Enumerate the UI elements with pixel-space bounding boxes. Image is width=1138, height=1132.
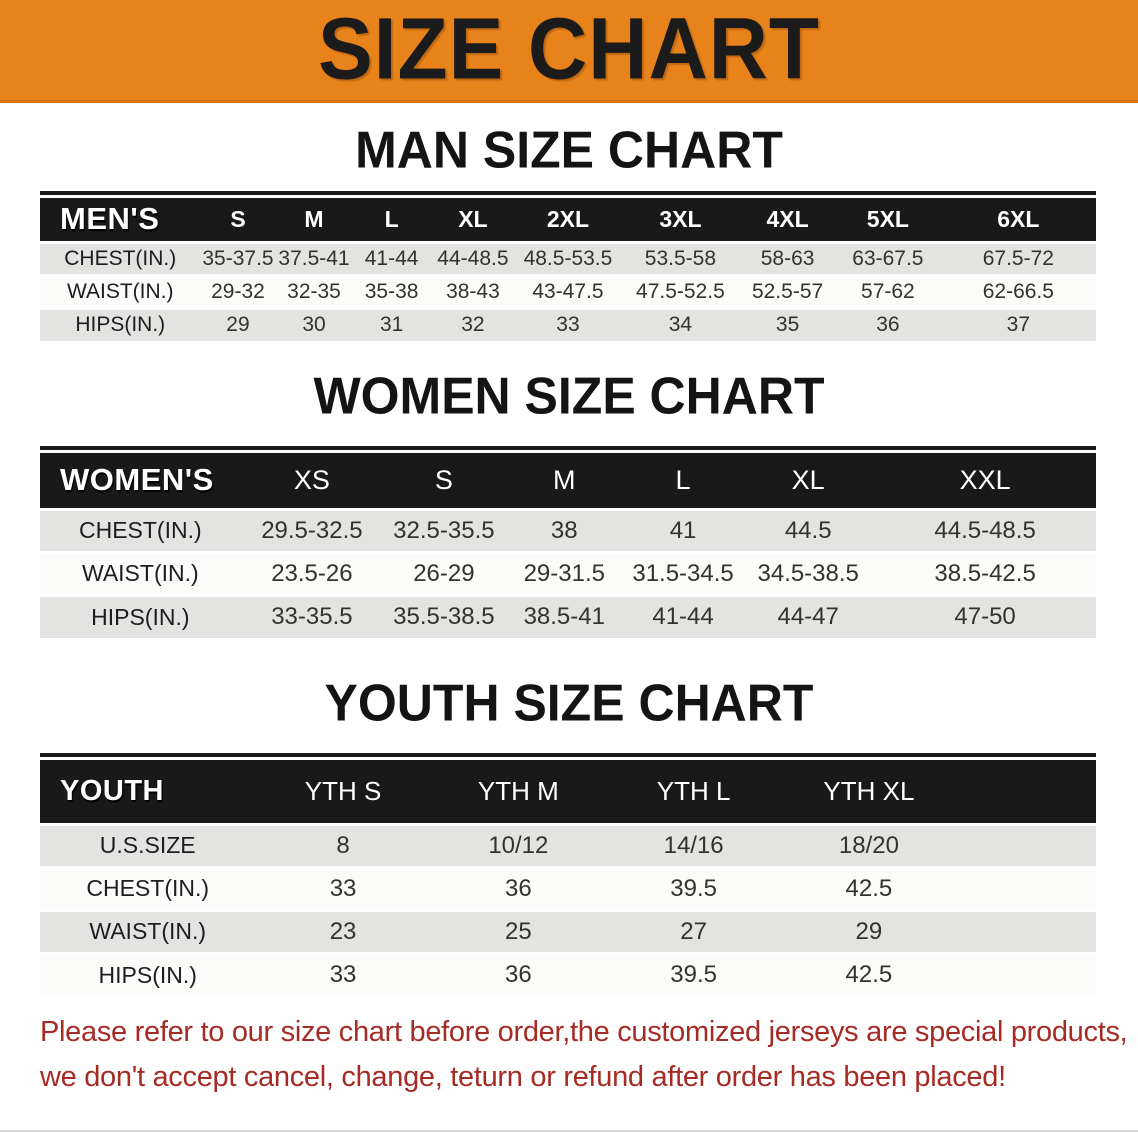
measurement-value: 35-38: [364, 279, 419, 303]
table-top-rule: [40, 753, 1096, 757]
measurement-value: 29: [226, 313, 250, 337]
measurement-value: 33: [329, 874, 357, 902]
table-header-row: [40, 453, 1096, 509]
measurement-value: 44.5-48.5: [934, 516, 1036, 544]
size-column-header: XL: [458, 205, 488, 232]
size-column-header: XXL: [959, 464, 1011, 495]
measurement-value: 36: [504, 961, 532, 989]
measurement-value: 37.5-41: [278, 246, 350, 270]
size-column-header: M: [304, 205, 324, 232]
size-column-header: 6XL: [997, 205, 1040, 232]
disclaimer-text: [40, 1010, 1138, 1100]
measurement-row-label: CHEST(IN.): [78, 517, 202, 543]
size-column-header: YTH M: [477, 775, 559, 806]
measurement-value: 29-31.5: [523, 559, 605, 587]
size-column-header: L: [675, 464, 691, 495]
size-column-header: YTH XL: [823, 775, 915, 806]
size-column-header: 4XL: [766, 205, 809, 232]
measurement-value: 33-35.5: [271, 603, 353, 631]
measurement-value: 36: [504, 874, 532, 902]
measurement-row-label: CHEST(IN.): [86, 875, 210, 901]
size-column-header: XS: [293, 464, 330, 495]
measurement-value: 8: [336, 831, 350, 859]
measurement-value: 44-48.5: [437, 246, 509, 270]
table-header-row: [40, 760, 1096, 824]
measurement-value: 42.5: [845, 961, 893, 989]
measurement-value: 43-47.5: [532, 279, 604, 303]
measurement-value: 29.5-32.5: [261, 516, 363, 544]
womens-size-table: [40, 453, 1096, 638]
filler-cell: [957, 760, 1096, 824]
measurement-row: [40, 509, 1096, 552]
measurement-value: 35.5-38.5: [393, 603, 495, 631]
measurement-value: 41-44: [364, 246, 419, 270]
women-size-chart-heading: WOMEN SIZE CHART: [313, 366, 825, 426]
measurement-row: [40, 824, 1096, 867]
measurement-value: 42.5: [845, 874, 893, 902]
table-header-row: [40, 198, 1096, 242]
size-column-header: S: [230, 205, 246, 232]
filler-cell: [957, 953, 1096, 996]
measurement-value: 53.5-58: [644, 246, 717, 270]
size-column-header: 5XL: [866, 205, 909, 232]
measurement-value: 32.5-35.5: [393, 516, 495, 544]
measurement-row-label: HIPS(IN.): [98, 961, 197, 988]
measurement-value: 34: [668, 313, 693, 337]
measurement-value: 41: [669, 516, 697, 544]
measurement-value: 41-44: [652, 603, 714, 631]
filler-cell: [957, 910, 1096, 953]
measurement-row: [40, 552, 1096, 595]
measurement-value: 14/16: [663, 831, 724, 859]
measurement-row-label: U.S.SIZE: [99, 832, 196, 858]
disclaimer-line-1: Please refer to our size chart before order,the customized jerseys are special products,: [40, 1016, 1128, 1048]
measurement-row: [40, 867, 1096, 910]
measurement-value: 38.5-41: [523, 603, 605, 631]
measurement-value: 44.5: [784, 516, 832, 544]
measurement-value: 48.5-53.5: [523, 246, 613, 270]
filler-cell: [957, 867, 1096, 910]
measurement-value: 57-62: [861, 279, 915, 303]
measurement-value: 31.5-34.5: [632, 559, 734, 587]
measurement-value: 26-29: [413, 559, 475, 587]
measurement-row-label: HIPS(IN.): [75, 313, 166, 337]
measurement-value: 32-35: [287, 279, 341, 303]
measurement-value: 10/12: [488, 831, 549, 859]
measurement-value: 38.5-42.5: [934, 559, 1036, 587]
youth-size-table-container: [40, 753, 1096, 996]
measurement-row: [40, 275, 1096, 308]
measurement-value: 18/20: [838, 831, 899, 859]
measurement-value: 25: [504, 917, 532, 945]
size-column-header: M: [553, 464, 576, 495]
measurement-value: 39.5: [670, 874, 717, 902]
size-column-header: S: [434, 464, 453, 495]
measurement-row-label: WAIST(IN.): [81, 560, 199, 586]
measurement-row: [40, 953, 1096, 996]
youth-size-table: [40, 760, 1096, 996]
measurement-value: 35-37.5: [202, 246, 274, 270]
measurement-value: 23.5-26: [271, 559, 353, 587]
measurement-value: 47.5-52.5: [636, 279, 725, 303]
size-chart-banner: [0, 0, 1138, 103]
measurement-row: [40, 308, 1096, 341]
measurement-row: [40, 910, 1096, 953]
measurement-row-label: WAIST(IN.): [89, 918, 207, 944]
measurement-row-label: CHEST(IN.): [64, 246, 177, 270]
measurement-value: 29: [855, 917, 883, 945]
measurement-value: 32: [461, 313, 485, 337]
womens-size-table-container: [40, 446, 1096, 638]
measurement-row: [40, 242, 1096, 275]
table-corner-label: YOUTH: [60, 774, 164, 807]
measurement-value: 27: [680, 917, 707, 945]
measurement-value: 62-66.5: [982, 279, 1054, 303]
measurement-value: 33: [329, 961, 357, 989]
size-column-header: 3XL: [659, 205, 702, 232]
measurement-value: 39.5: [670, 961, 717, 989]
table-corner-label: MEN'S: [60, 201, 160, 237]
measurement-value: 30: [302, 313, 326, 337]
measurement-value: 23: [329, 917, 357, 945]
measurement-value: 33: [556, 313, 580, 337]
mens-size-table-container: [40, 191, 1096, 341]
size-column-header: YTH L: [656, 775, 731, 806]
measurement-row: [40, 595, 1096, 638]
table-corner-label: WOMEN'S: [60, 462, 214, 498]
measurement-value: 29-32: [211, 279, 265, 303]
measurement-value: 38-43: [446, 279, 500, 303]
disclaimer-line-2: we don't accept cancel, change, teturn or refund after order has been placed!: [40, 1061, 1006, 1093]
size-column-header: L: [384, 205, 399, 232]
table-top-rule: [40, 446, 1096, 450]
measurement-value: 37: [1006, 313, 1031, 337]
measurement-value: 44-47: [777, 603, 839, 631]
measurement-row-label: HIPS(IN.): [91, 603, 190, 630]
filler-cell: [957, 824, 1096, 867]
man-size-chart-heading: MAN SIZE CHART: [355, 120, 783, 180]
table-top-rule: [40, 191, 1096, 195]
measurement-value: 36: [876, 313, 900, 337]
measurement-row-label: WAIST(IN.): [66, 279, 174, 303]
measurement-value: 52.5-57: [751, 279, 824, 303]
measurement-value: 38: [550, 516, 578, 544]
youth-size-chart-heading: YOUTH SIZE CHART: [324, 673, 814, 733]
size-column-header: 2XL: [546, 205, 590, 232]
measurement-value: 35: [775, 313, 800, 337]
size-column-header: YTH S: [304, 775, 382, 806]
banner-title: SIZE CHART: [318, 1, 820, 98]
measurement-value: 58-63: [760, 246, 815, 270]
measurement-value: 63-67.5: [852, 246, 924, 270]
measurement-value: 67.5-72: [982, 246, 1054, 270]
measurement-value: 34.5-38.5: [757, 559, 859, 587]
measurement-value: 31: [379, 313, 404, 337]
mens-size-table: [40, 198, 1096, 341]
measurement-value: 47-50: [954, 603, 1016, 631]
size-column-header: XL: [791, 464, 825, 495]
